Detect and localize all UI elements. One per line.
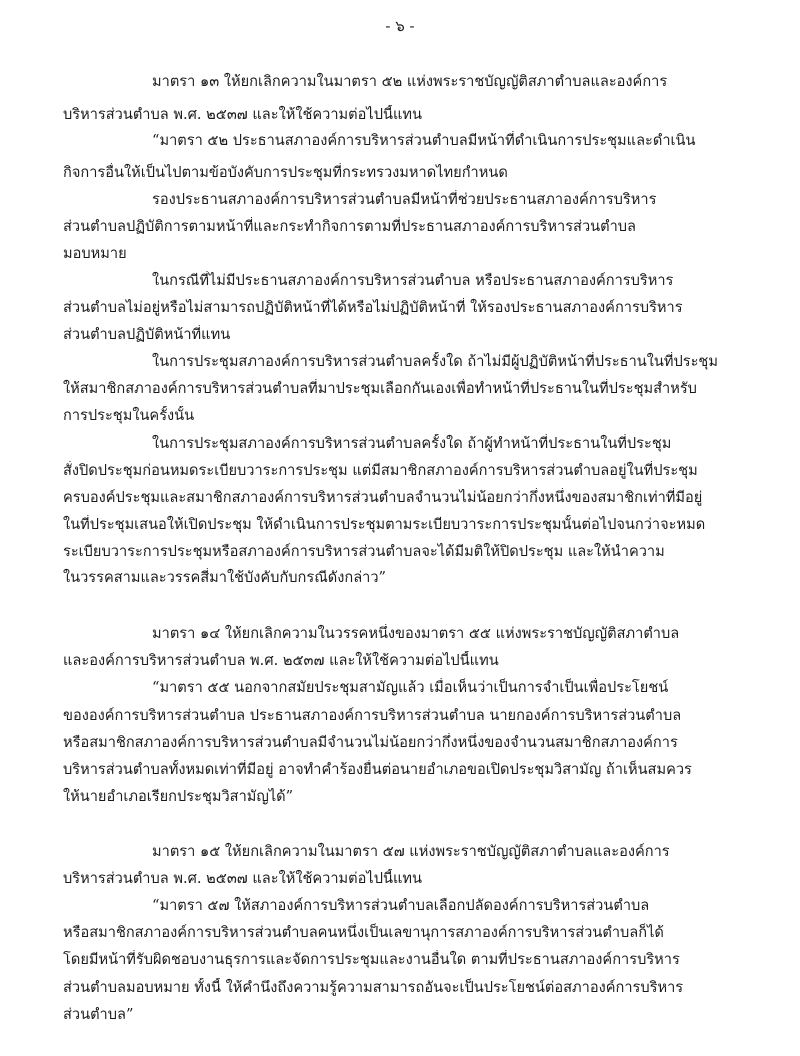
text-line: ส่วนตำบล” (63, 1006, 134, 1023)
text-line: ในวรรคสามและวรรคสี่มาใช้บังคับกับกรณีดังกล่าว” (63, 569, 386, 586)
text-line: ส่วนตำบลปฏิบัติหน้าที่แทน (63, 326, 231, 343)
text-line: มาตรา ๑๓ ให้ยกเลิกความในมาตรา ๕๒ แห่งพระราชบัญญัติสภาตำบลและองค์การ (152, 73, 668, 90)
text-line: มาตรา ๑๕ ให้ยกเลิกความในมาตรา ๕๗ แห่งพระราชบัญญัติสภาตำบลและองค์การ (152, 843, 670, 860)
text-line: ในที่ประชุมเสนอให้เปิดประชุม ให้ดำเนินการประชุมตามระเบียบวาระการประชุมนั้นต่อไปจนกว่าจะหมด (63, 516, 706, 533)
text-line: บริหารส่วนตำบล พ.ศ. ๒๕๓๗ และให้ใช้ความต่อไปนี้แทน (63, 106, 422, 123)
text-line: โดยมีหน้าที่รับผิดชอบงานธุรการและจัดการประชุมและงานอื่นใด ตามที่ประธานสภาองค์การบริหาร (63, 951, 680, 968)
text-line: ระเบียบวาระการประชุมหรือสภาองค์การบริหารส่วนตำบลจะได้มีมติให้ปิดประชุม และให้นำความ (63, 543, 665, 560)
text-line: ส่วนตำบลมอบหมาย ทั้งนี้ ให้คำนึงถึงความรู้ความสามารถอันจะเป็นประโยชน์ต่อสภาองค์การบริหาร (63, 979, 684, 996)
text-line: ส่วนตำบลไม่อยู่หรือไม่สามารถปฏิบัติหน้าที่ได้หรือไม่ปฏิบัติหน้าที่ ให้รองประธานสภาองค์การบริหาร (63, 299, 683, 316)
text-line: หรือสมาชิกสภาองค์การบริหารส่วนตำบลคนหนึ่งเป็นเลขานุการสภาองค์การบริหารส่วนตำบลก็ได้ (63, 924, 664, 941)
text-line: ขององค์การบริหารส่วนตำบล ประธานสภาองค์การบริหารส่วนตำบล นายกองค์การบริหารส่วนตำบล (63, 707, 682, 724)
page-number: - ๖ - (385, 17, 415, 35)
text-line: ครบองค์ประชุมและสมาชิกสภาองค์การบริหารส่วนตำบลจำนวนไม่น้อยกว่ากึ่งหนึ่งของสมาชิกเท่าที่มีอยู่ (63, 489, 703, 506)
text-line: “มาตรา ๕๗ ให้สภาองค์การบริหารส่วนตำบลเลือกปลัดองค์การบริหารส่วนตำบล (152, 897, 650, 914)
text-line: ส่วนตำบลปฏิบัติการตามหน้าที่และกระทำกิจการตามที่ประธานสภาองค์การบริหารส่วนตำบล (63, 218, 636, 235)
text-line: และองค์การบริหารส่วนตำบล พ.ศ. ๒๕๓๗ และให้ใช้ความต่อไปนี้แทน (63, 652, 499, 669)
text-line: ในการประชุมสภาองค์การบริหารส่วนตำบลครั้งใด ถ้าผู้ทำหน้าที่ประธานในที่ประชุม (152, 435, 672, 452)
text-line: กิจการอื่นให้เป็นไปตามข้อบังคับการประชุมที่กระทรวงมหาดไทยกำหนด (63, 164, 508, 181)
text-line: มาตรา ๑๔ ให้ยกเลิกความในวรรคหนึ่งของมาตรา ๕๕ แห่งพระราชบัญญัติสภาตำบล (152, 625, 680, 642)
text-line: ในการประชุมสภาองค์การบริหารส่วนตำบลครั้งใด ถ้าไม่มีผู้ปฏิบัติหน้าที่ประธานในที่ประชุม (152, 353, 718, 370)
text-line: “มาตรา ๕๒ ประธานสภาองค์การบริหารส่วนตำบลมีหน้าที่ดำเนินการประชุมและดำเนิน (152, 132, 696, 149)
text-line: รองประธานสภาองค์การบริหารส่วนตำบลมีหน้าที่ช่วยประธานสภาองค์การบริหาร (152, 191, 657, 208)
text-line: การประชุมในครั้งนั้น (63, 407, 195, 424)
text-line: ให้นายอำเภอเรียกประชุมวิสามัญได้” (63, 788, 294, 805)
text-line: “มาตรา ๕๕ นอกจากสมัยประชุมสามัญแล้ว เมื่อเห็นว่าเป็นการจำเป็นเพื่อประโยชน์ (152, 679, 669, 696)
text-line: ในกรณีที่ไม่มีประธานสภาองค์การบริหารส่วนตำบล หรือประธานสภาองค์การบริหาร (152, 272, 674, 289)
text-line: หรือสมาชิกสภาองค์การบริหารส่วนตำบลมีจำนวนไม่น้อยกว่ากึ่งหนึ่งของจำนวนสมาชิกสภาองค์การ (63, 734, 678, 751)
text-line: สั่งปิดประชุมก่อนหมดระเบียบวาระการประชุม แต่มีสมาชิกสภาองค์การบริหารส่วนตำบลอยู่ในที่ประชุม (63, 462, 698, 479)
text-line: ให้สมาชิกสภาองค์การบริหารส่วนตำบลที่มาประชุมเลือกกันเองเพื่อทำหน้าที่ประธานในที่ประชุมสำหรับ (63, 380, 697, 397)
text-line: มอบหมาย (63, 245, 127, 262)
text-line: บริหารส่วนตำบล พ.ศ. ๒๕๓๗ และให้ใช้ความต่อไปนี้แทน (63, 870, 422, 887)
text-line: บริหารส่วนตำบลทั้งหมดเท่าที่มีอยู่ อาจทำคำร้องยื่นต่อนายอำเภอขอเปิดประชุมวิสามัญ ถ้าเห็นสมควร (63, 761, 692, 778)
